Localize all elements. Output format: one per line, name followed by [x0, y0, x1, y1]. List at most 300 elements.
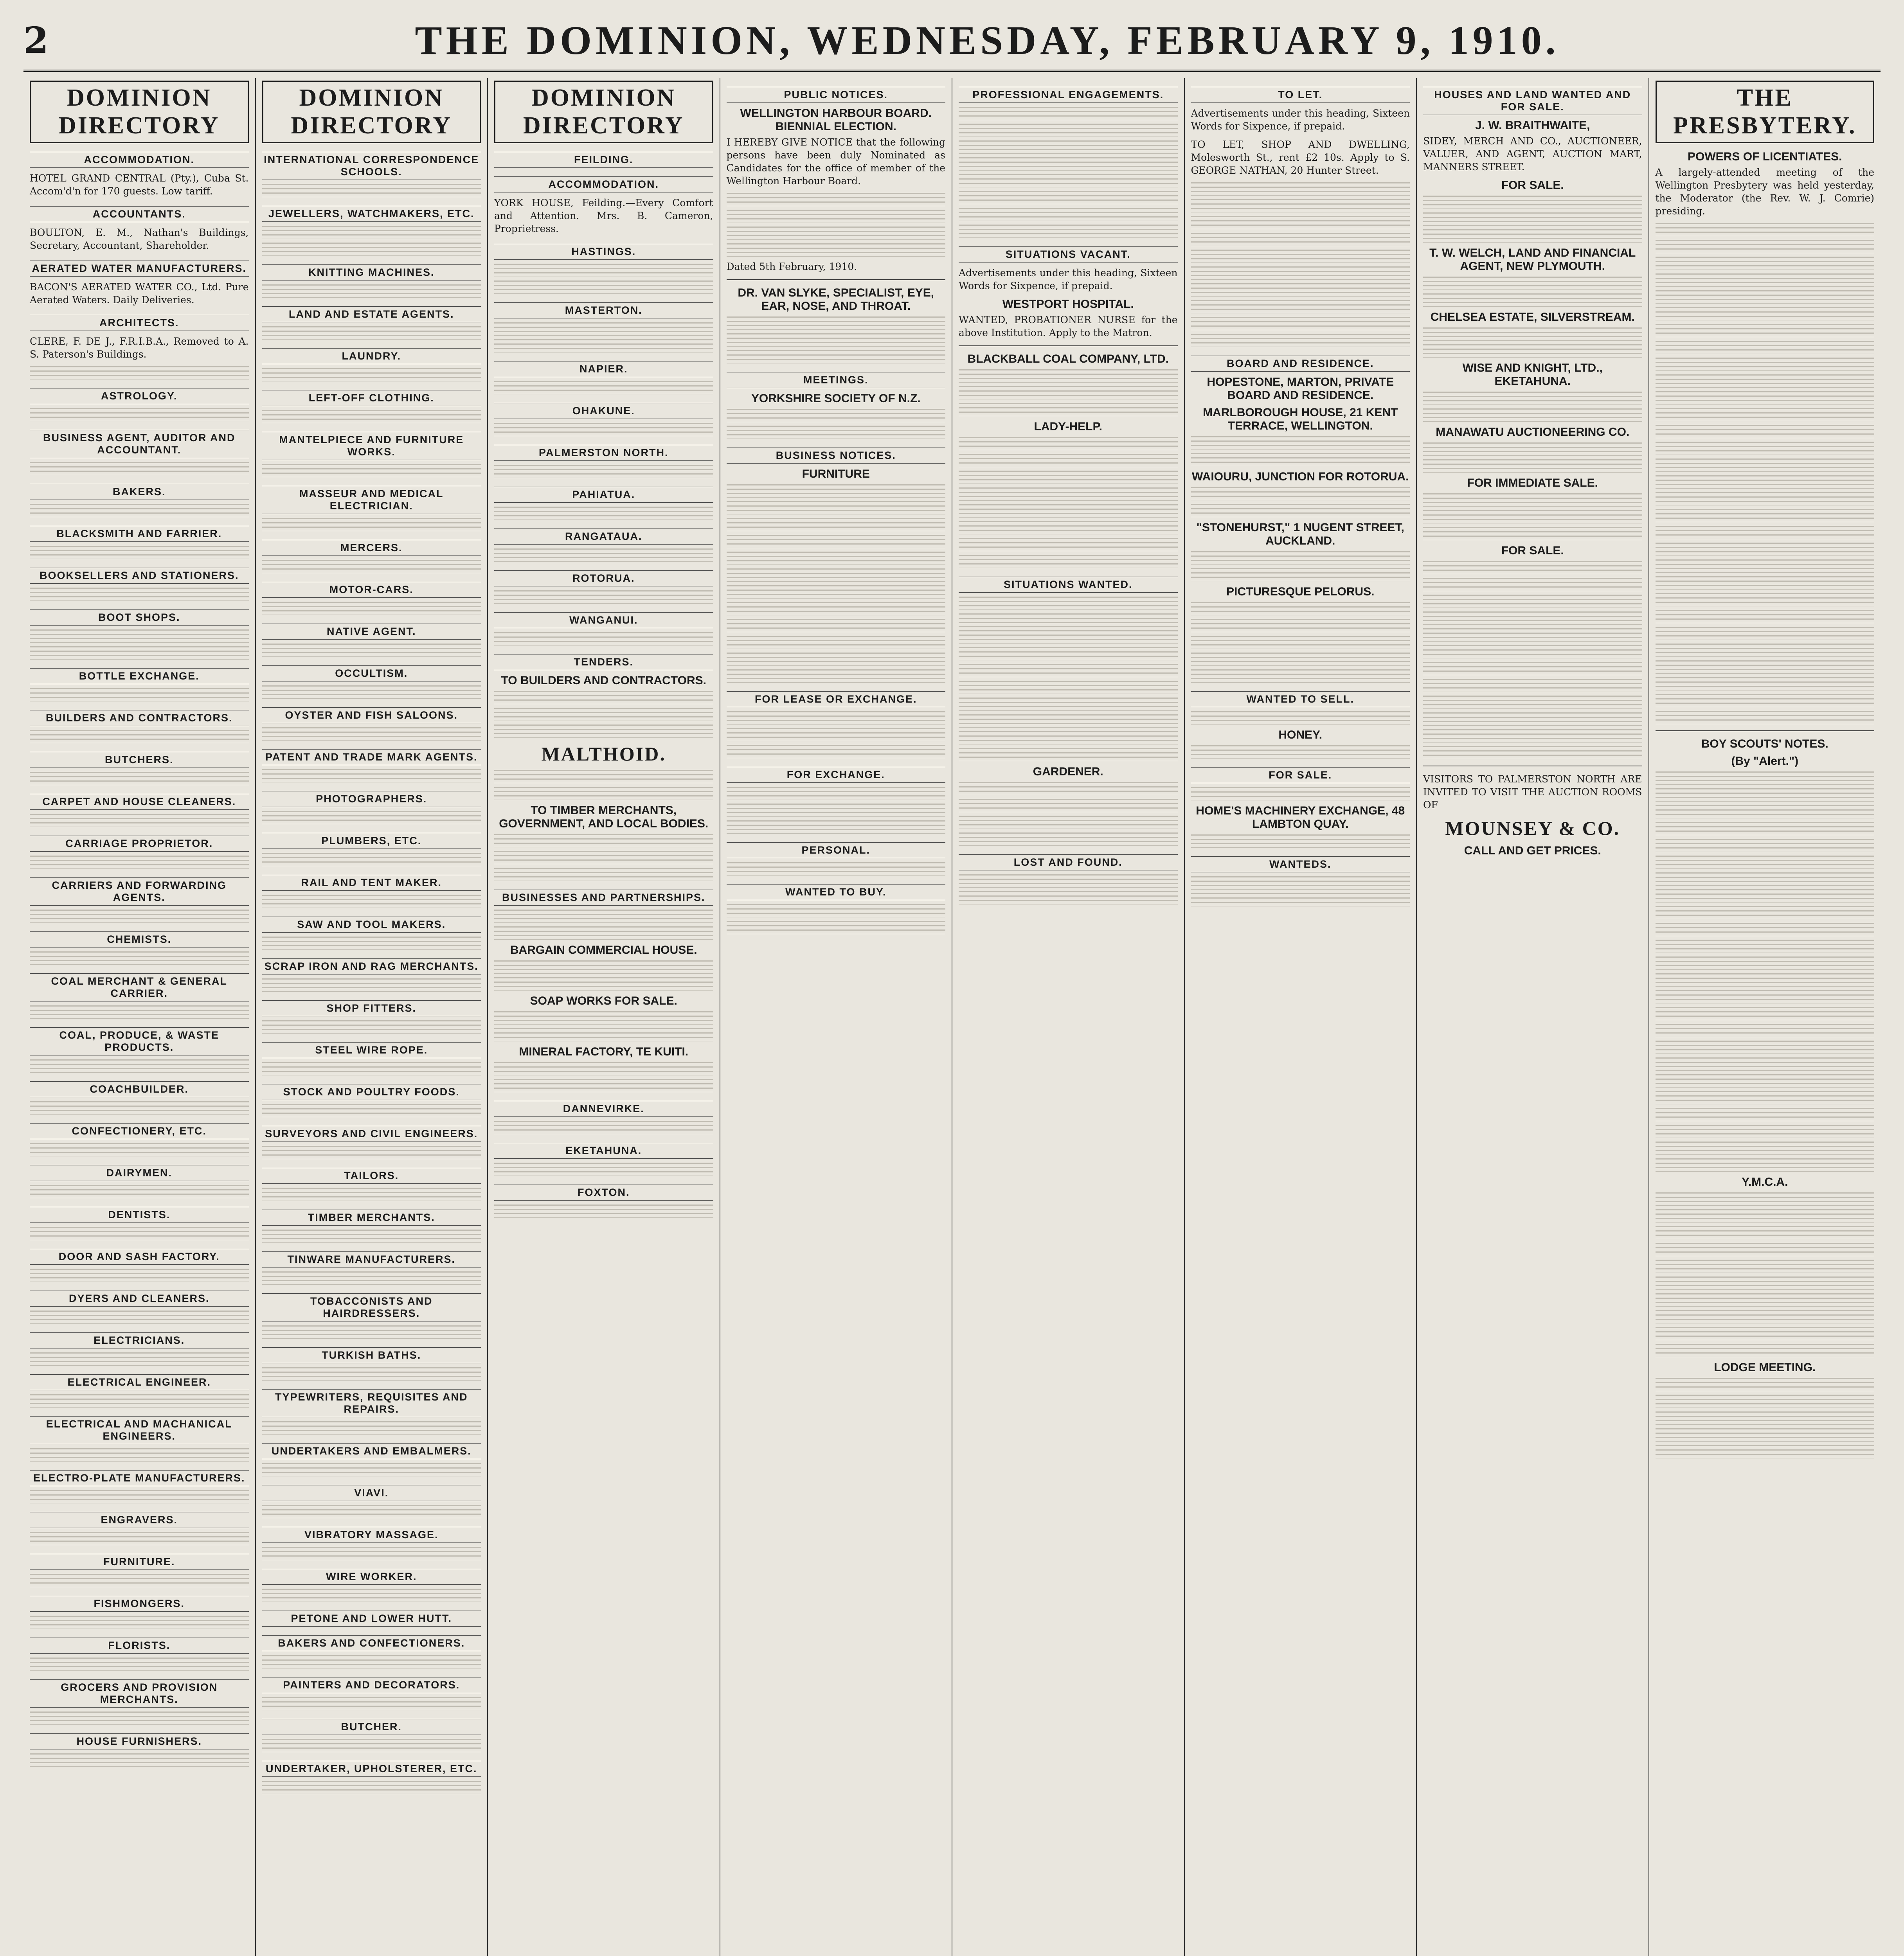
text-filler: [1656, 644, 1875, 657]
text-filler: [1656, 1226, 1875, 1239]
text-filler: [959, 538, 1178, 551]
text-filler: [262, 1104, 481, 1117]
text-filler: [1656, 711, 1875, 724]
article-subheading: BOY SCOUTS' NOTES.: [1701, 737, 1828, 750]
advertisement: YORK HOUSE, Feilding.—Every Comfort and Attention. Mrs. B. Cameron, Proprietress.: [494, 197, 713, 234]
text-filler: [1656, 856, 1875, 869]
text-filler: [30, 366, 249, 379]
text-filler: [1656, 1209, 1875, 1222]
text-filler: [1656, 374, 1875, 388]
text-filler: [959, 140, 1178, 154]
text-filler: [1656, 425, 1875, 438]
text-filler: [262, 644, 481, 657]
text-filler: [1656, 1395, 1875, 1408]
section-heading: HOUSE FURNISHERS.: [30, 1733, 249, 1749]
text-filler: [1656, 1091, 1875, 1104]
section-heading: TINWARE MANUFACTURERS.: [262, 1251, 481, 1267]
text-filler: [1656, 240, 1875, 253]
section-heading: RAIL AND TENT MAKER.: [262, 875, 481, 891]
text-filler: [30, 1532, 249, 1545]
section-heading: LAUNDRY.: [262, 348, 481, 364]
column-3: [488, 78, 720, 1956]
text-filler: [1191, 283, 1410, 297]
section-heading: WANTEDS.: [1191, 856, 1410, 872]
text-filler: [262, 1697, 481, 1710]
text-filler: [1191, 487, 1410, 500]
article-subheading: POWERS OF LICENTIATES.: [1688, 150, 1842, 163]
notice-heading: MINERAL FACTORY, TE KUITI.: [519, 1045, 689, 1058]
section-heading: OHAKUNE.: [494, 403, 713, 419]
section-heading: PETONE AND LOWER HUTT.: [262, 1611, 481, 1627]
text-filler: [1656, 822, 1875, 835]
text-filler: [1656, 1411, 1875, 1425]
text-filler: [1656, 1243, 1875, 1256]
section-heading: RANGATAUA.: [494, 529, 713, 545]
section-heading: BUILDERS AND CONTRACTORS.: [30, 710, 249, 726]
text-filler: [494, 1028, 713, 1041]
text-filler: [1423, 729, 1642, 742]
text-filler: [494, 423, 713, 436]
section-heading: DOOR AND SASH FACTORY.: [30, 1249, 249, 1265]
rate-notice: Advertisements under this heading, Sixteen Words for Sixpence, if prepaid.: [1191, 108, 1410, 132]
text-filler: [30, 1574, 249, 1587]
text-filler: [30, 1753, 249, 1767]
column-2: [256, 78, 488, 1956]
section-heading: NAPIER.: [494, 361, 713, 377]
section-heading: PAHIATUA.: [494, 487, 713, 503]
text-filler: [1656, 805, 1875, 818]
text-filler: [262, 937, 481, 950]
text-filler: [30, 1227, 249, 1240]
text-filler: [1656, 694, 1875, 707]
text-filler: [1191, 300, 1410, 313]
article-subheading: Y.M.C.A.: [1742, 1176, 1788, 1188]
advertisement: WANTED, PROBATIONER NURSE for the above Institution. Apply to the Matron.: [959, 314, 1178, 338]
text-filler: [262, 1325, 481, 1339]
section-heading: FOR EXCHANGE.: [727, 767, 946, 783]
notice-heading: WAIOURU, JUNCTION FOR ROTORUA.: [1192, 470, 1409, 483]
text-filler: [1656, 1007, 1875, 1020]
text-filler: [959, 782, 1178, 795]
text-filler: [1656, 771, 1875, 785]
text-filler: [494, 691, 713, 704]
text-filler: [1656, 559, 1875, 573]
text-filler: [30, 462, 249, 475]
text-filler: [1656, 1057, 1875, 1071]
text-filler: [494, 708, 713, 721]
text-filler: [1656, 509, 1875, 522]
text-filler: [30, 951, 249, 965]
section-heading: MASSEUR AND MEDICAL ELECTRICIAN.: [262, 486, 481, 514]
text-filler: [959, 521, 1178, 534]
section-heading: SURVEYORS AND CIVIL ENGINEERS.: [262, 1126, 481, 1142]
section-heading: BOOKSELLERS AND STATIONERS.: [30, 568, 249, 584]
text-filler: [30, 588, 249, 601]
text-filler: [262, 326, 481, 340]
advertisement: BACON'S AERATED WATER CO., Ltd. Pure Aerated Waters. Daily Deliveries.: [30, 281, 249, 306]
text-filler: [1656, 1327, 1875, 1340]
text-filler: [727, 728, 946, 741]
text-filler: [30, 688, 249, 701]
text-filler: [1423, 696, 1642, 709]
text-filler: [1656, 627, 1875, 640]
text-filler: [1656, 889, 1875, 902]
text-filler: [30, 646, 249, 660]
section-heading: BUTCHER.: [262, 1719, 481, 1735]
text-filler: [1656, 307, 1875, 320]
notice-heading: YORKSHIRE SOCIETY OF N.Z.: [751, 392, 921, 405]
advertisement: HOTEL GRAND CENTRAL (Pty.), Cuba St. Accom'd'n for 170 guests. Low tariff.: [30, 173, 249, 197]
text-filler: [727, 602, 946, 615]
section-heading: LAND AND ESTATE AGENTS.: [262, 306, 481, 322]
section-heading: MANTELPIECE AND FURNITURE WORKS.: [262, 432, 481, 460]
text-filler: [1656, 273, 1875, 287]
section-heading: STOCK AND POULTRY FOODS.: [262, 1084, 481, 1100]
text-filler: [1656, 1024, 1875, 1037]
column-7: [1417, 78, 1649, 1956]
notice-heading: WESTPORT HOSPITAL.: [1002, 298, 1134, 311]
text-filler: [1423, 212, 1642, 226]
text-filler: [959, 714, 1178, 728]
text-filler: [1656, 543, 1875, 556]
notice-heading: WISE AND KNIGHT, LTD., EKETAHUNA.: [1462, 361, 1603, 388]
text-filler: [1423, 679, 1642, 692]
text-filler: [959, 874, 1178, 888]
text-filler: [262, 602, 481, 615]
text-filler: [1656, 290, 1875, 304]
text-filler: [727, 333, 946, 347]
section-heading: MASTERTON.: [494, 302, 713, 318]
section-heading: DAIRYMEN.: [30, 1165, 249, 1181]
text-filler: [959, 832, 1178, 846]
text-filler: [1191, 568, 1410, 581]
text-filler: [959, 369, 1178, 383]
text-filler: [1191, 504, 1410, 517]
text-filler: [494, 632, 713, 645]
text-filler: [727, 518, 946, 531]
text-filler: [1423, 561, 1642, 574]
text-filler: [959, 174, 1178, 187]
rate-notice: Advertisements under this heading, Sixteen Words for Sixpence, if prepaid.: [959, 267, 1178, 291]
section-heading: FISHMONGERS.: [30, 1596, 249, 1612]
text-filler: [1423, 277, 1642, 290]
text-filler: [1656, 1310, 1875, 1323]
section-heading: DYERS AND CLEANERS.: [30, 1291, 249, 1307]
text-filler: [727, 820, 946, 834]
text-filler: [30, 910, 249, 923]
text-filler: [959, 799, 1178, 812]
section-heading: ACCOMMODATION.: [494, 176, 713, 192]
article-headline: THE PRESBYTERY.: [1656, 81, 1875, 143]
text-filler: [262, 1505, 481, 1518]
text-filler: [1656, 1158, 1875, 1172]
text-filler: [959, 386, 1178, 399]
text-filler: [1656, 576, 1875, 590]
section-heading: PROFESSIONAL ENGAGEMENTS.: [959, 87, 1178, 103]
text-filler: [959, 437, 1178, 450]
text-filler: [494, 339, 713, 352]
section-heading: CARRIAGE PROPRIETOR.: [30, 836, 249, 852]
section-heading: FOR SALE.: [1191, 767, 1410, 783]
text-filler: [727, 552, 946, 565]
text-filler: [1656, 906, 1875, 919]
text-filler: [1423, 408, 1642, 422]
text-filler: [1656, 973, 1875, 987]
text-filler: [1423, 510, 1642, 523]
masthead: [23, 11, 1881, 72]
text-filler: [30, 1269, 249, 1282]
text-filler: [262, 1367, 481, 1381]
text-filler: [1191, 199, 1410, 212]
text-filler: [262, 1020, 481, 1034]
section-heading: UNDERTAKER, UPHOLSTERER, ETC.: [262, 1761, 481, 1777]
text-filler: [30, 772, 249, 785]
text-filler: [494, 548, 713, 562]
text-filler: [262, 811, 481, 824]
section-heading: OCCULTISM.: [262, 665, 481, 681]
section-heading: PAINTERS AND DECORATORS.: [262, 1677, 481, 1693]
text-filler: [1656, 324, 1875, 337]
text-filler: [1423, 527, 1642, 540]
page-number: 2: [23, 19, 49, 61]
section-heading: WIRE WORKER.: [262, 1569, 481, 1585]
text-filler: [1423, 645, 1642, 658]
section-heading: BLACKSMITH AND FARRIER.: [30, 526, 249, 542]
text-filler: [727, 636, 946, 649]
section-heading: FOR LEASE OR EXCHANGE.: [727, 691, 946, 707]
notice-heading: MARLBOROUGH HOUSE, 21 KENT TERRACE, WELLINGTON.: [1203, 406, 1398, 432]
text-filler: [262, 1188, 481, 1201]
column-6: [1185, 78, 1417, 1956]
section-heading: BAKERS AND CONFECTIONERS.: [262, 1635, 481, 1651]
text-filler: [727, 653, 946, 666]
text-filler: [494, 322, 713, 336]
text-filler: [1191, 711, 1410, 725]
section-heading: TAILORS.: [262, 1168, 481, 1184]
section-heading: ELECTRICIANS.: [30, 1332, 249, 1348]
section-heading: TIMBER MERCHANTS.: [262, 1210, 481, 1226]
text-filler: [1656, 1260, 1875, 1273]
text-filler: [1656, 1192, 1875, 1206]
section-heading: SITUATIONS VACANT.: [959, 246, 1178, 262]
text-filler: [727, 669, 946, 683]
section-heading: WANTED TO SELL.: [1191, 691, 1410, 707]
text-filler: [1191, 602, 1410, 615]
text-filler: [959, 208, 1178, 221]
text-filler: [1423, 578, 1642, 591]
text-filler: [494, 926, 713, 940]
section-heading: WANGANUI.: [494, 612, 713, 628]
divider: [727, 279, 946, 280]
notice-heading: MANAWATU AUCTIONEERING CO.: [1436, 426, 1630, 439]
text-filler: [1656, 990, 1875, 1003]
text-filler: [1423, 293, 1642, 307]
section-heading: MERCERS.: [262, 540, 481, 556]
text-filler: [262, 464, 481, 477]
text-filler: [959, 681, 1178, 694]
text-filler: [1656, 1142, 1875, 1155]
notice-heading: DR. VAN SLYKE, SPECIALIST, EYE, EAR, NOSE, AND THROAT.: [738, 286, 934, 313]
text-filler: [1423, 611, 1642, 625]
section-heading: ACCOUNTANTS.: [30, 206, 249, 222]
text-filler: [1191, 182, 1410, 196]
section-heading: GROCERS AND PROVISION MERCHANTS.: [30, 1679, 249, 1708]
text-filler: [1191, 551, 1410, 565]
text-filler: [494, 1121, 713, 1134]
section-heading: WANTED TO BUY.: [727, 884, 946, 900]
text-filler: [1191, 233, 1410, 246]
text-filler: [959, 555, 1178, 568]
text-filler: [30, 504, 249, 517]
text-filler: [959, 191, 1178, 204]
notice-heading: "STONEHURST," 1 NUGENT STREET, AUCKLAND.: [1196, 521, 1404, 547]
section-heading: PUBLIC NOTICES.: [727, 87, 946, 103]
section-heading: NATIVE AGENT.: [262, 624, 481, 640]
text-filler: [959, 504, 1178, 518]
section-heading: BUTCHERS.: [30, 752, 249, 768]
text-filler: [494, 465, 713, 478]
text-filler: [1656, 940, 1875, 953]
text-filler: [30, 1712, 249, 1725]
section-heading: INTERNATIONAL CORRESPONDENCE SCHOOLS.: [262, 152, 481, 180]
text-filler: [262, 727, 481, 741]
text-filler: [262, 284, 481, 298]
text-filler: [1656, 1344, 1875, 1357]
section-heading: MEETINGS.: [727, 372, 946, 388]
section-heading: ARCHITECTS.: [30, 315, 249, 331]
notice-heading: MALTHOID.: [541, 743, 666, 765]
text-filler: [1191, 669, 1410, 683]
section-heading: BAKERS.: [30, 484, 249, 500]
text-filler: [727, 426, 946, 439]
text-filler: [262, 184, 481, 197]
section-heading: CHEMISTS.: [30, 931, 249, 947]
section-heading: BOTTLE EXCHANGE.: [30, 668, 249, 684]
section-heading: FURNITURE.: [30, 1554, 249, 1570]
text-filler: [1656, 1125, 1875, 1138]
text-filler: [1656, 458, 1875, 472]
section-heading: TOBACCONISTS AND HAIRDRESSERS.: [262, 1293, 481, 1321]
section-heading: SCRAP IRON AND RAG MERCHANTS.: [262, 958, 481, 974]
text-filler: [959, 124, 1178, 137]
advertisement: BOULTON, E. M., Nathan's Buildings, Secretary, Accountant, Shareholder.: [30, 227, 249, 251]
text-filler: [1423, 442, 1642, 456]
text-filler: [262, 1463, 481, 1476]
section-heading: COAL MERCHANT & GENERAL CARRIER.: [30, 973, 249, 1001]
text-filler: [1191, 250, 1410, 263]
text-filler: [1191, 653, 1410, 666]
text-filler: [1423, 662, 1642, 675]
section-heading: KNITTING MACHINES.: [262, 264, 481, 280]
notice-heading: HOME'S MACHINERY EXCHANGE, 48 LAMBTON QUAY.: [1196, 804, 1405, 831]
text-filler: [1191, 334, 1410, 347]
section-heading: STEEL WIRE ROPE.: [262, 1042, 481, 1058]
text-filler: [1656, 1276, 1875, 1290]
section-heading: FLORISTS.: [30, 1638, 249, 1654]
section-heading: COACHBUILDER.: [30, 1081, 249, 1097]
text-filler: [959, 891, 1178, 904]
section-heading: SHOP FITTERS.: [262, 1000, 481, 1016]
text-filler: [1656, 526, 1875, 539]
text-filler: [262, 853, 481, 866]
section-heading: PATENT AND TRADE MARK AGENTS.: [262, 749, 481, 765]
text-filler: [1191, 266, 1410, 280]
text-filler: [494, 725, 713, 738]
text-filler: [1656, 1041, 1875, 1054]
section-heading: TENDERS.: [494, 654, 713, 670]
section-heading: OYSTER AND FISH SALOONS.: [262, 707, 481, 723]
text-filler: [30, 1448, 249, 1462]
column-1: [23, 78, 256, 1956]
text-filler: [727, 921, 946, 934]
text-filler: [494, 1163, 713, 1176]
text-filler: [727, 904, 946, 917]
text-filler: [262, 1146, 481, 1159]
divider: [959, 345, 1178, 346]
text-filler: [959, 647, 1178, 660]
text-filler: [727, 243, 946, 257]
text-filler: [959, 403, 1178, 416]
text-filler: [262, 1062, 481, 1075]
text-filler: [30, 1101, 249, 1115]
section-heading: ASTROLOGY.: [30, 388, 249, 404]
text-filler: [1656, 610, 1875, 623]
text-filler: [262, 410, 481, 423]
text-filler: [1656, 593, 1875, 606]
text-filler: [959, 698, 1178, 711]
notice-heading: TO TIMBER MERCHANTS, GOVERNMENT, AND LOCAL BODIES.: [499, 804, 709, 830]
text-filler: [727, 484, 946, 498]
section-heading: MOTOR-CARS.: [262, 582, 481, 598]
text-filler: [30, 1658, 249, 1671]
notice-heading: CHELSEA ESTATE, SILVERSTREAM.: [1430, 311, 1635, 324]
section-heading: AERATED WATER MANUFACTURERS.: [30, 261, 249, 277]
notice-heading: FOR SALE.: [1501, 544, 1564, 557]
text-filler: [959, 630, 1178, 644]
section-heading: HOUSES AND LAND WANTED AND FOR SALE.: [1423, 87, 1642, 115]
notice-heading: HONEY.: [1278, 728, 1323, 741]
text-filler: [1656, 257, 1875, 270]
text-filler: [727, 619, 946, 632]
text-filler: [1423, 595, 1642, 608]
text-filler: [494, 868, 713, 881]
section-heading: FOXTON.: [494, 1185, 713, 1201]
section-heading: DENTISTS.: [30, 1207, 249, 1223]
section-heading: TYPEWRITERS, REQUISITES AND REPAIRS.: [262, 1389, 481, 1417]
text-filler: [30, 408, 249, 421]
section-heading: PALMERSTON NORTH.: [494, 445, 713, 461]
section-heading: DANNEVIRKE.: [494, 1101, 713, 1117]
section-heading: FEILDING.: [494, 152, 713, 168]
notice-heading: TO BUILDERS AND CONTRACTORS.: [501, 674, 706, 687]
text-filler: [1191, 216, 1410, 229]
text-filler: [494, 264, 713, 277]
text-filler: [262, 560, 481, 573]
notice-heading: T. W. WELCH, LAND AND FINANCIAL AGENT, NEW PLYMOUTH.: [1429, 246, 1636, 273]
text-filler: [262, 1739, 481, 1752]
text-filler: [727, 711, 946, 725]
text-filler: [959, 748, 1178, 761]
text-filler: [30, 730, 249, 743]
advertisement: TO LET, SHOP AND DWELLING, Molesworth St., rent £2 10s. Apply to S. GEORGE NATHAN, 20 Hunter Street.: [1191, 139, 1410, 176]
text-filler: [959, 664, 1178, 677]
text-filler: [1656, 1378, 1875, 1391]
text-filler: [30, 1394, 249, 1408]
advertisement: SIDEY, MERCH AND CO., AUCTIONEER, VALUER, AND AGENT, AUCTION MART, MANNERS STREET.: [1423, 135, 1642, 173]
text-filler: [1656, 408, 1875, 421]
section-heading: SITUATIONS WANTED.: [959, 577, 1178, 593]
text-filler: [1423, 493, 1642, 507]
